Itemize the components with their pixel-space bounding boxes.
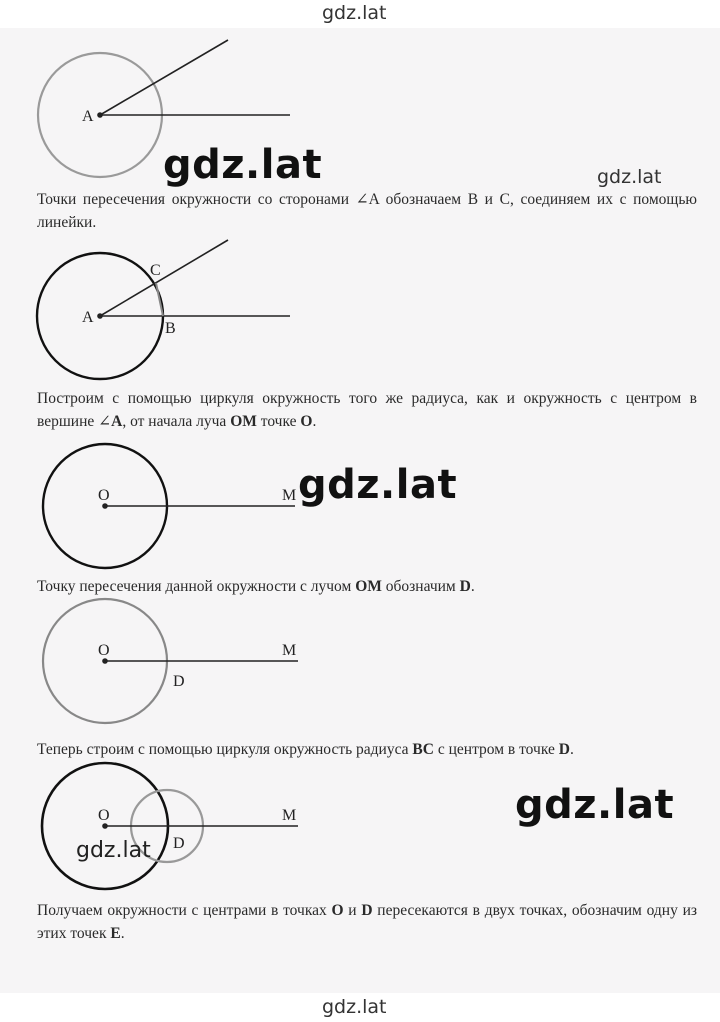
angle-symbol: ∠ bbox=[355, 191, 369, 208]
watermark-big-2: gdz.lat bbox=[298, 462, 458, 508]
point-o bbox=[102, 823, 108, 829]
vertex-a-point bbox=[97, 112, 103, 118]
point-o bbox=[102, 503, 108, 509]
paragraph-2: Построим с помощью циркуля окружность того же радиуса, как и окружность с центром в вершине ∠A, от начала луча OM точке O. bbox=[37, 390, 697, 430]
watermark-small-fig5: gdz.lat bbox=[76, 838, 151, 863]
label-b: B bbox=[165, 320, 176, 337]
label-o: O bbox=[98, 642, 110, 659]
label-m: M bbox=[282, 487, 297, 504]
label-d: D bbox=[173, 835, 185, 852]
watermark-big-3: gdz.lat bbox=[515, 782, 675, 828]
figure-points-b-c bbox=[0, 230, 720, 390]
watermark-top: gdz.lat bbox=[322, 2, 387, 24]
ray-upper bbox=[100, 240, 228, 316]
figure-angle-a-circle bbox=[0, 28, 720, 188]
paragraph-5: Получаем окружности с центрами в точках O и D пересекаются в двух точках, обозначим одну из этих точек E. bbox=[37, 902, 697, 942]
figure-point-d bbox=[0, 600, 720, 750]
label-d: D bbox=[173, 673, 185, 690]
label-c: C bbox=[150, 262, 161, 279]
label-m: M bbox=[282, 807, 297, 824]
watermark-small-right: gdz.lat bbox=[597, 166, 662, 188]
label-m: M bbox=[282, 642, 297, 659]
label-o: O bbox=[98, 807, 110, 824]
label-a: A bbox=[82, 309, 94, 326]
paragraph-1: Точки пересечения окружности со сторонами ∠A обозначаем B и C, соединяем их с помощью линейки. bbox=[37, 191, 697, 231]
label-o: O bbox=[98, 487, 110, 504]
point-o bbox=[102, 658, 108, 664]
paragraph-3: Точку пересечения данной окружности с лучом OM обозначим D. bbox=[37, 578, 475, 595]
ray-upper bbox=[100, 40, 228, 115]
watermark-big-1: gdz.lat bbox=[163, 142, 323, 188]
paragraph-4: Теперь строим с помощью циркуля окружность радиуса BC с центром в точке D. bbox=[37, 741, 574, 758]
vertex-a-point bbox=[97, 313, 103, 319]
label-a: A bbox=[82, 108, 94, 125]
watermark-bottom: gdz.lat bbox=[322, 996, 387, 1018]
